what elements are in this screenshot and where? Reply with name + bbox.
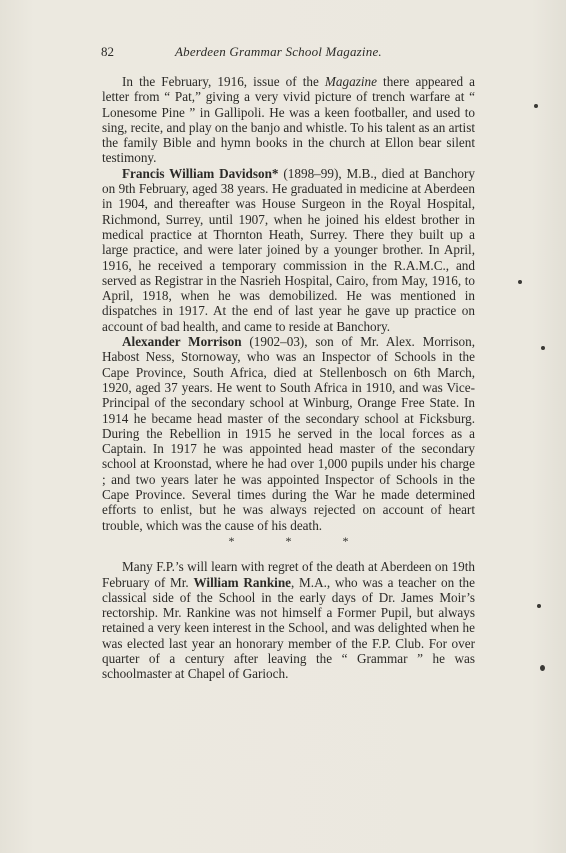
article-body (102, 74, 475, 682)
print-speck (518, 280, 522, 284)
obituary-rankine (102, 559, 475, 681)
paragraph-text: Many F.P.’s will learn with regret of the death at Aberdeen on 19th February of Mr. (102, 559, 475, 590)
person-name: Francis William Davidson* (122, 165, 279, 181)
paragraph-text: In the February, 1916, issue of the (122, 74, 325, 89)
print-speck (540, 665, 545, 671)
print-speck (541, 346, 545, 350)
person-name: William Rankine (193, 574, 292, 590)
print-speck (534, 104, 538, 108)
magazine-italic: Magazine (324, 74, 377, 89)
running-title: Aberdeen Grammar School Magazine. (175, 44, 382, 59)
obituary-text: (1902–03), son of Mr. Alex. Morrison, Habost Ness, Stornoway, who was an Inspector of Schools in the Cape Province, South Africa, died at Stellenbosch on 6th March, 1920, aged 37 years. He went to South Africa in 1910, and was Vice-Principal of the secondary school at Winburg, Orange Free State. In 1914 he became head master of the secondary school at Ficksburg. During the Rebellion in 1915 he served in the local forces as a Captain. In 1917 he was appointed head master of the secondary school at Kroonstad, where he had over 1,000 pupils under his charge ; and two years later he was appointed Inspector of Schools in the Cape Province. Several times during the War he made determined efforts to enlist, but he was always rejected on account of heart trouble, which was the cause of his death. (102, 334, 475, 533)
section-separator: * * * (228, 533, 373, 548)
print-speck (537, 604, 541, 608)
obituary-text: (1898–99), M.B., died at Banchory on 9th February, aged 38 years. He graduated in medicine at Aberdeen in 1904, and thereafter was House Surgeon in the Royal Hospital, Richmond, Surrey, until 1907, when he joined his eldest brother in medical practice at Thornton Heath, Surrey. There they built up a large practice, and were later joined by a younger brother. In April, 1916, he received a temporary commission in the R.A.M.C., and served as Registrar in the Nasrieh Hospital, Cairo, from May, 1916, to April, 1918, when he was demobilized. He was mentioned in dispatches in 1917. At the end of last year he gave up practice on account of bad health, and came to reside at Banchory. (102, 165, 476, 334)
obituary-davidson (102, 166, 475, 334)
obituary-morrison (102, 334, 475, 533)
paragraph-pat-letter (102, 74, 475, 166)
paragraph-text: , M.A., who was a teacher on the classical side of the School in the early days of Dr. James Moir’s rectorship. Mr. Rankine was not himself a Former Pupil, but always retained a very keen interest in the School, and was delighted when he was elected last year an honorary member of the F.P. Club. For over quarter of a century after leaving the “ Grammar ” he was schoolmaster at Chapel of Garioch. (102, 574, 476, 682)
paragraph-text: there appeared a letter from “ Pat,” giving a very vivid picture of trench warfare at “ Lonesome Pine ” in Gallipoli. He was a keen footballer, and used to sing, recite, and play on the banjo and whistle. To his talent as an artist the family Bible and hymn books in the church at Ellon bear silent testimony. (102, 74, 475, 166)
person-name: Alexander Morrison (122, 334, 242, 350)
page-number: 82 (101, 44, 114, 59)
